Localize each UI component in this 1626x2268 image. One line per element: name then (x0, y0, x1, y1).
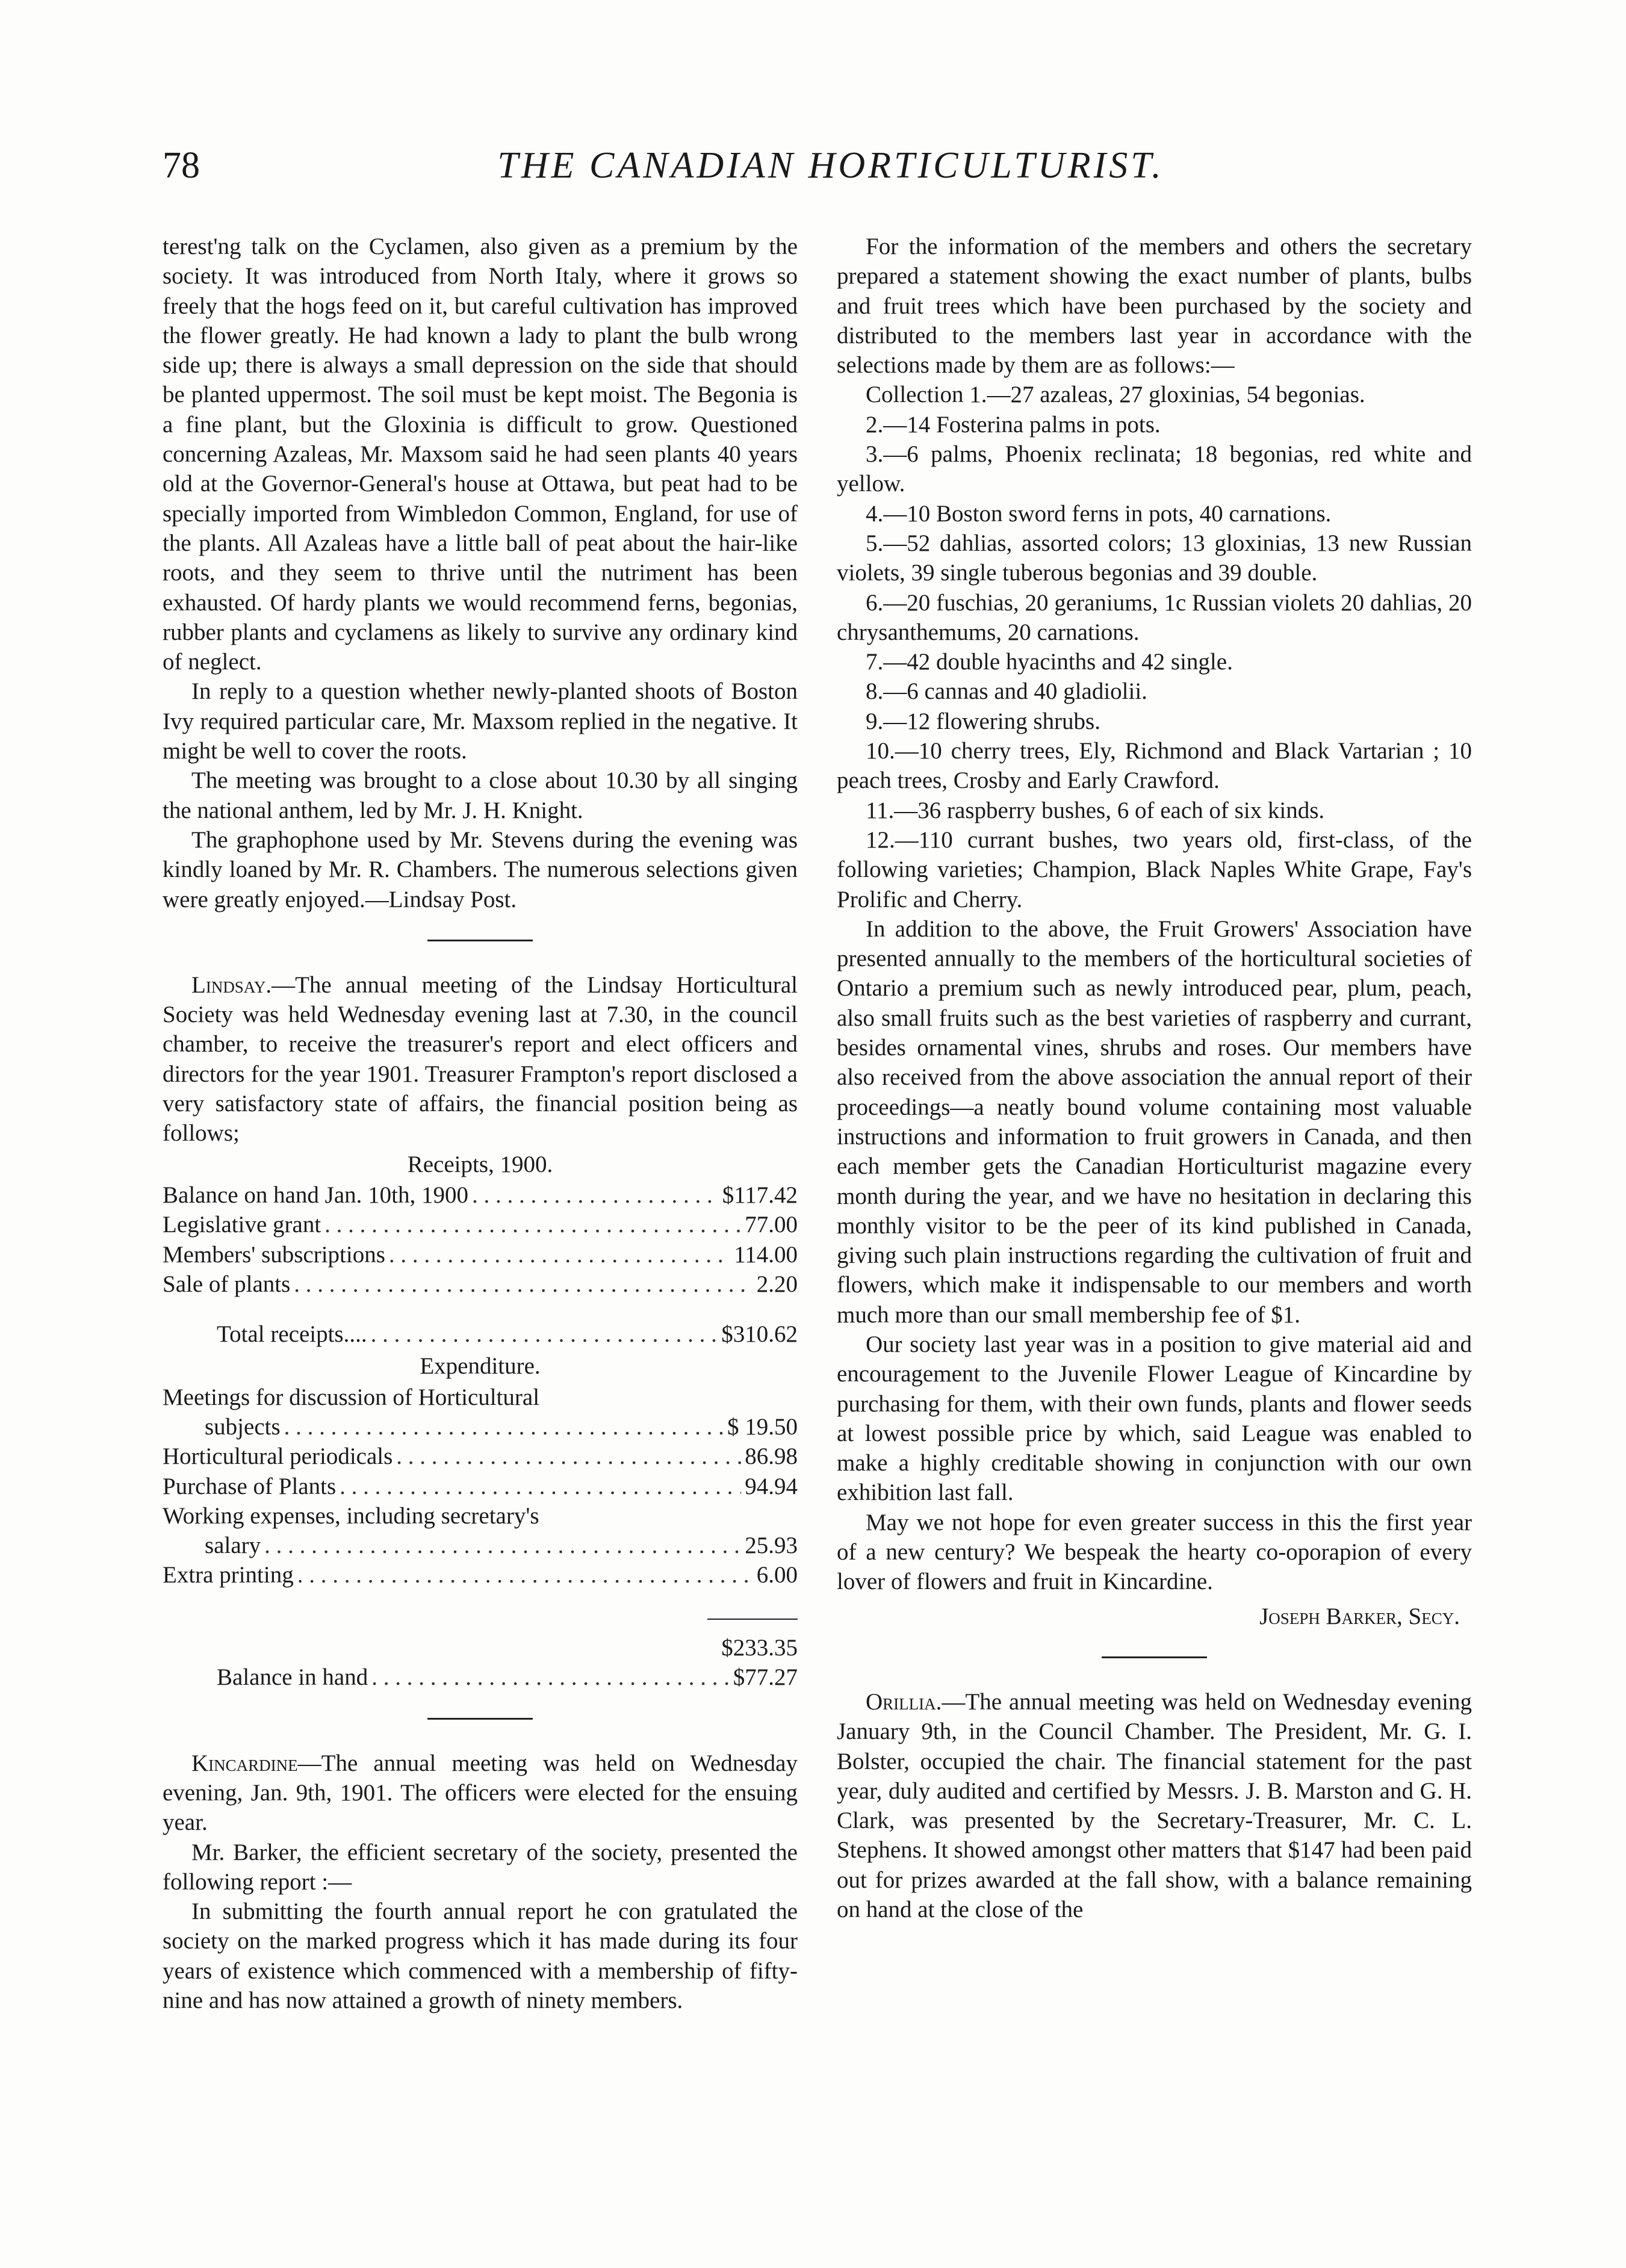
page-header (163, 138, 1499, 205)
section-divider (1102, 1656, 1207, 1658)
paragraph: In submitting the fourth annual report he con gratulated the society on the marked progress which it has made during its four years of existence which commenced with a membership of fifty-nine and has now attained a growth of ninety members. (163, 1898, 798, 2014)
list-item: 12.—110 currant bushes, two years old, first-class, of the following varieties; Champion, Black Naples White Grape, Fay's Prolific and Cherry. (837, 826, 1472, 912)
orillia-report-intro: Orillia.—The annual meeting was held on Wednesday evening January 9th, in the Council Chamber. The President, Mr. G. I. Bolster, occupied the chair. The financial statement for the past year, duly audited and certified by Messrs. J. B. Marston and G. H. Clark, was presented by the Secretary-Treasurer, Mr. C. L. Stephens. It showed amongst other matters that $147 had been paid out for prizes awarded at the fall show, with a balance remaining on hand at the close of the (837, 1688, 1472, 1923)
paragraph: Our society last year was in a position to give material aid and encouragement to the Juvenile Flower League of Kincardine by purchasing for them, with their own funds, plants and flower seeds at lowest possible price by which, said League was enabled to make a highly creditable showing in conjunction with our own exhibition last fall. (837, 1331, 1472, 1506)
left-column (163, 232, 798, 2015)
list-item: 4.—10 Boston sword ferns in pots, 40 carnations. (866, 500, 1332, 527)
paragraph: For the information of the members and others the secretary prepared a statement showing the exact number of plants, bulbs and fruit trees which have been purchased by the society and distributed to the members last year in accordance with the selections made by them are as follows:— (837, 234, 1472, 379)
section-lead-in: Orillia. (866, 1688, 942, 1715)
list-item: 7.—42 double hyacinths and 42 single. (866, 649, 1233, 675)
ledger-row: Sale of plants . . . 2.20 (163, 1269, 798, 1299)
collection-list (837, 380, 1472, 914)
ledger-line: Meetings for discussion of Horticultural (163, 1384, 540, 1410)
paragraph: Mr. Barker, the efficient secretary of the society, presented the following report :— (163, 1839, 798, 1895)
lindsay-report-intro: Lindsay.—The annual meeting of the Lindsay Horticultural Society was held Wednesday evening last at 7.30, in the council chamber, to receive the treasurer's report and elect officers and directors for the year 1901. Treasurer Frampton's report disclosed a very satisfactory state of affairs, the financial position being as follows; (163, 971, 798, 1147)
paragraph: In reply to a question whether newly-planted shoots of Boston Ivy required particular care, Mr. Maxsom replied in the negative. It might be well to cover the roots. (163, 678, 798, 764)
section-divider (427, 1718, 533, 1720)
list-item: Collection 1.—27 azaleas, 27 gloxinias, 54 begonias. (866, 382, 1365, 408)
list-item: 10.—10 cherry trees, Ely, Richmond and Black Vartarian ; 10 peach trees, Crosby and Early Crawford. (837, 738, 1472, 794)
ledger-row: Purchase of Plants . . . 94.94 (163, 1472, 798, 1501)
list-item: 11.—36 raspberry bushes, 6 of each of six kinds. (866, 797, 1325, 823)
running-title: THE CANADIAN HORTICULTURIST. (497, 145, 1164, 186)
ledger-row: Members' subscriptions . . . 114.00 (163, 1240, 798, 1269)
expenditure-total: $233.35 (163, 1603, 798, 1663)
ledger-row: Legislative grant . . . 77.00 (163, 1210, 798, 1239)
section-lead-in: Kincardine (191, 1750, 298, 1776)
paragraph: The meeting was brought to a close about 10.30 by all singing the national anthem, led by Mr. J. H. Knight. (163, 767, 798, 823)
receipts-caption: Receipts, 1900. (407, 1151, 553, 1177)
list-item: 8.—6 cannas and 40 gladiolii. (866, 678, 1147, 705)
paragraph: May we not hope for even greater success in this the first year of a new century? We bespeak the hearty co-oporapion of every lover of flowers and fruit in Kincardine. (837, 1509, 1472, 1595)
ledger-row: Extra printing . . . 6.00 (163, 1560, 798, 1590)
ledger-row: Balance on hand Jan. 10th, 1900 . . . $117.42 (163, 1180, 798, 1210)
list-item: 9.—12 flowering shrubs. (866, 708, 1100, 734)
ledger-row: subjects . . . $ 19.50 (163, 1412, 798, 1442)
kincardine-report-intro: Kincardine—The annual meeting was held on Wednesday evening, Jan. 9th, 1901. The officers were elected for the ensuing year. (163, 1750, 798, 1836)
list-item: 5.—52 dahlias, assorted colors; 13 gloxinias, 13 new Russian violets, 39 single tuberous begonias and 39 double. (837, 530, 1472, 586)
section-lead-in: Lindsay. (191, 971, 272, 998)
paragraph: The graphophone used by Mr. Stevens during the evening was kindly loaned by Mr. R. Chambers. The numerous selections given were greatly enjoyed.—Lindsay Post. (163, 826, 798, 912)
total-receipts-row: Total receipts.... . . . $310.62 (163, 1319, 798, 1349)
ledger-row: salary . . . 25.93 (163, 1531, 798, 1560)
list-item: 3.—6 palms, Phoenix reclinata; 18 begonias, red white and yellow. (837, 441, 1472, 497)
paragraph: terest'ng talk on the Cyclamen, also given as a premium by the society. It was introduced from North Italy, where it grows so freely that the hogs feed on it, but careful cultivation has improved the flower greatly. He had known a lady to plant the bulb wrong side up; there is always a small depression on the side that should be planted uppermost. The soil must be kept moist. The Begonia is a fine plant, but the Gloxinia is difficult to grow. Questioned concerning Azaleas, Mr. Maxsom said he had seen plants 40 years old at the Governor-General's house at Ottawa, but peat had to be specially imported from Wimbledon Common, England, for use of the plants. All Azaleas have a little ball of peat about the hair-like roots, and they seem to thrive until the nutriment has been exhausted. Of hardy plants we would recommend ferns, begonias, rubber plants and cyclamens as likely to survive any ordinary kind of neglect. (163, 234, 798, 675)
signature: Joseph Barker, Secy. (1259, 1603, 1460, 1629)
page-number: 78 (163, 145, 200, 186)
paragraph: In addition to the above, the Fruit Growers' Association have presented annually to the members of the horticultural societies of Ontario a premium such as newly introduced pear, plum, peach, also small fruits such as the best varieties of raspberry and currant, besides ornamental vines, shrubs and roses. Our members have also received from the above association the annual report of their proceedings—a neatly bound volume containing most valuable instructions and information to fruit growers in Canada, and then each member gets the Canadian Horticulturist magazine every month during the year, and we have no hesitation in declaring this monthly visitor to be the peer of its kind published in Canada, giving such plain instructions regarding the cultivation of fruit and flowers, which make it indispensable to our members and worth much more than our small membership fee of $1. (837, 916, 1472, 1328)
expenditure-caption: Expenditure. (420, 1353, 541, 1380)
right-column (837, 232, 1472, 1924)
receipts-ledger (163, 1180, 798, 1349)
list-item: 6.—20 fuschias, 20 geraniums, 1c Russian violets 20 dahlias, 20 chrysanthemums, 20 carnations. (837, 589, 1472, 645)
section-divider (427, 940, 533, 941)
ledger-line: Working expenses, including secretary's (163, 1502, 539, 1529)
balance-row: Balance in hand . . . $77.27 (163, 1662, 798, 1692)
sum-rule (707, 1619, 798, 1620)
ledger-row: Horticultural periodicals . . . 86.98 (163, 1442, 798, 1471)
expenditure-ledger (163, 1383, 798, 1693)
list-item: 2.—14 Fosterina palms in pots. (866, 411, 1161, 438)
